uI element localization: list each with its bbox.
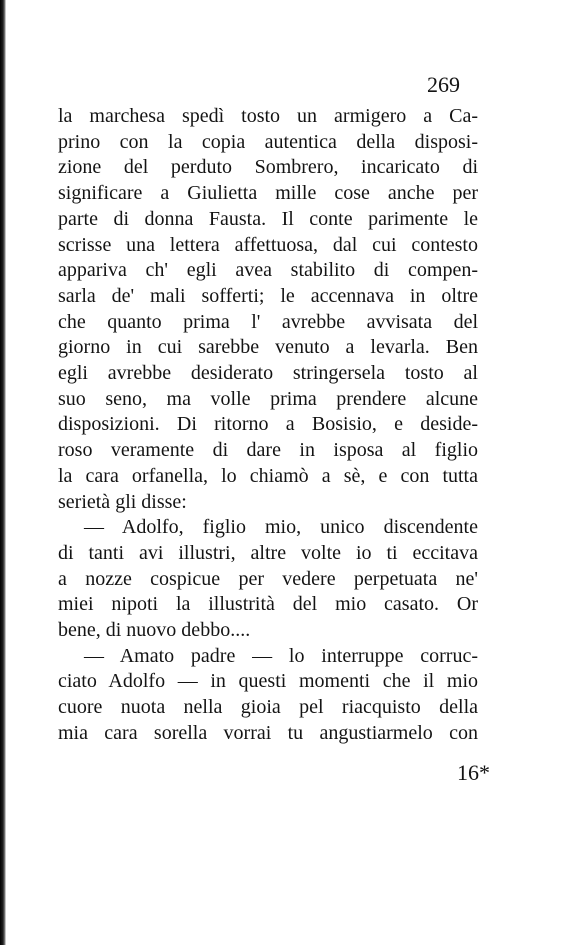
text-line: egli avrebbe desiderato stringersela tosto al [58,362,478,385]
text-line: serietà gli disse: [58,490,187,513]
text-line: — Amato padre — lo interruppe corruc- [84,644,478,667]
text-line: a nozze cospicue per vedere perpetuata ne' [58,567,478,590]
text-line: ciato Adolfo — in questi momenti che il mio [58,670,478,693]
text-line: sarla de' mali sofferti; le accennava in oltre [58,284,478,307]
text-line: miei nipoti la illustrità del mio casato. Or [58,593,478,616]
text-line: la cara orfanella, lo chiamò a sè, e con tutta [58,464,478,487]
text-line: — Adolfo, figlio mio, unico discendente [84,516,478,539]
text-line: prino con la copia autentica della disposi- [58,130,478,153]
text-line: scrisse una lettera affettuosa, dal cui contesto [58,233,478,256]
text-line: che quanto prima l' avrebbe avvisata del [58,310,478,333]
text-line: significare a Giulietta mille cose anche per [58,182,478,205]
text-line: di tanti avi illustri, altre volte io ti eccitava [58,541,478,564]
text-line: disposizioni. Di ritorno a Bosisio, e deside- [58,413,478,436]
text-line: roso veramente di dare in isposa al figlio [58,439,478,462]
page-edge-shadow [0,0,6,945]
text-line: mia cara sorella vorrai tu angustiarmelo con [58,721,478,744]
text-line: suo seno, ma volle prima prendere alcune [58,387,478,410]
text-line: zione del perduto Sombrero, incaricato di [58,156,478,179]
signature-mark: 16* [457,760,490,785]
text-line: giorno in cui sarebbe venuto a levarla. Ben [58,336,478,359]
body-text [58,104,478,747]
text-line: la marchesa spedì tosto un armigero a Ca- [58,105,478,127]
page-number: 269 [427,72,460,97]
text-line: appariva ch' egli avea stabilito di compen- [58,259,478,282]
text-line: parte di donna Fausta. Il conte parimente le [58,207,478,230]
text-line: cuore nuota nella gioia pel riacquisto della [58,696,478,719]
text-line: bene, di nuovo debbo.... [58,619,251,642]
